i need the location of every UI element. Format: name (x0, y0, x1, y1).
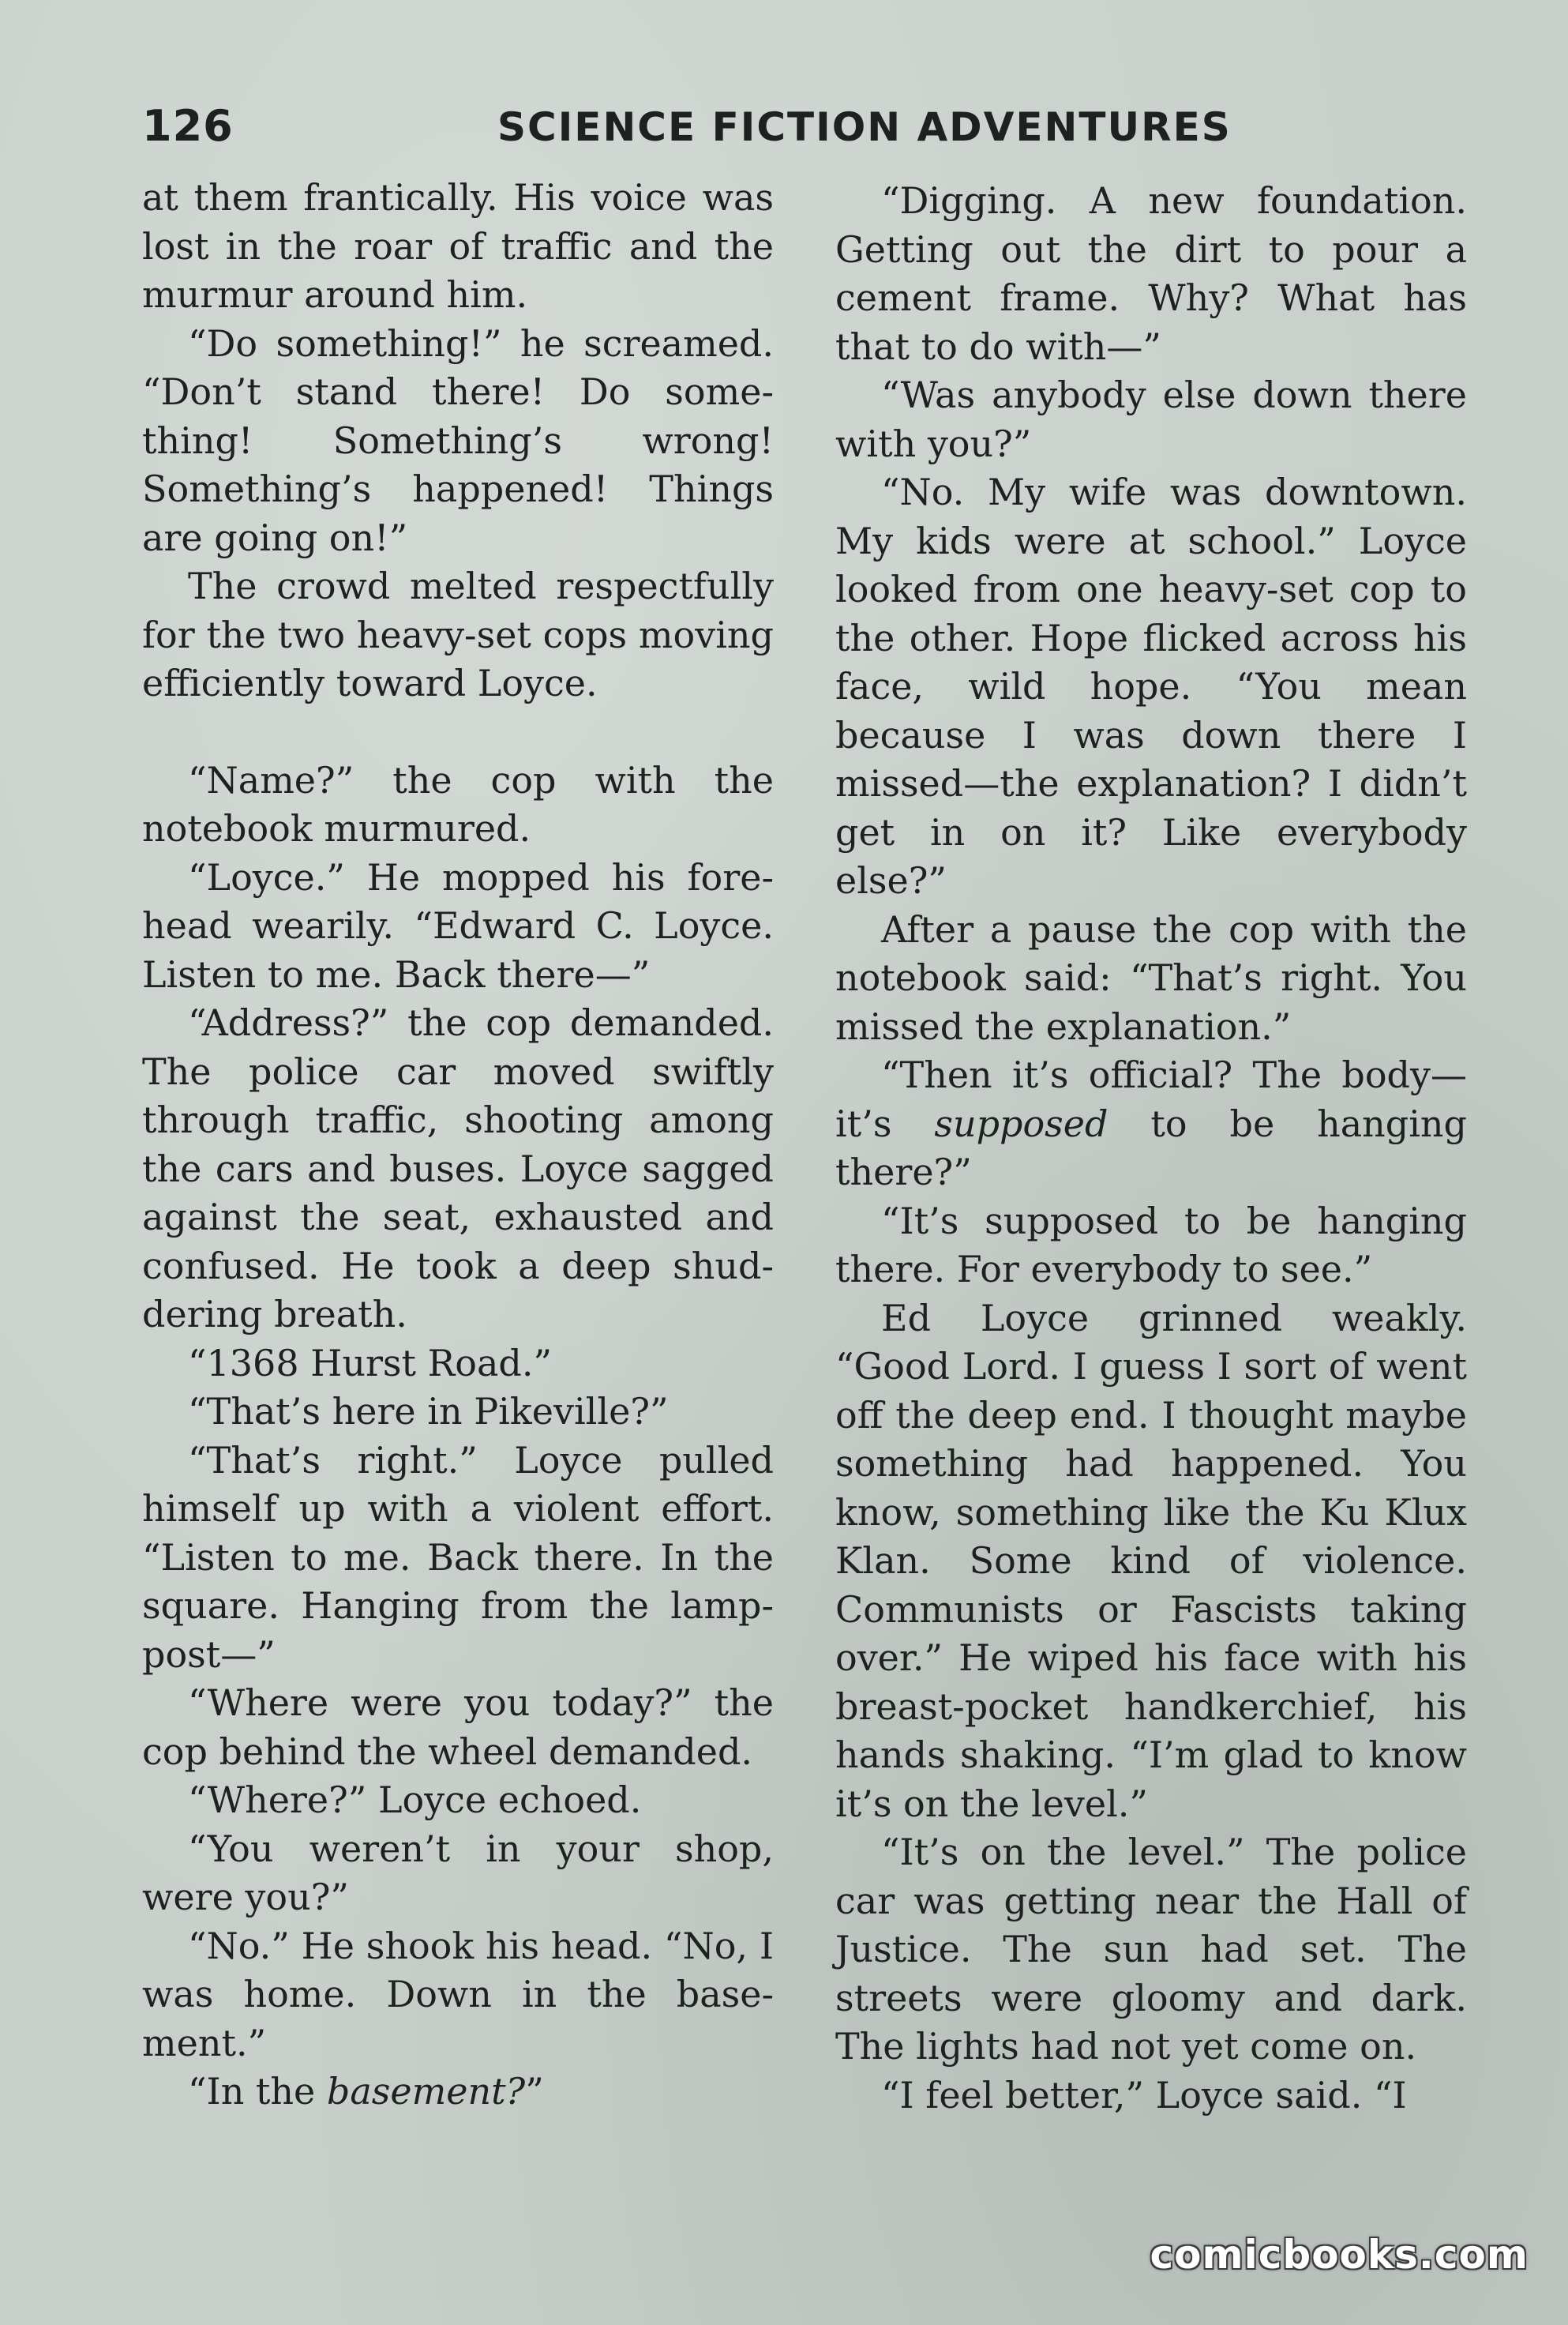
section-break (142, 708, 774, 757)
paragraph: Ed Loyce grinned weakly. “Good Lord. I guess I sort of went off the deep end. I thought maybe something had happened. You know, something like the Ku Klux Klan. Some kind of violence. Communists or Fascists taking over.” He wiped his face with his breast-pocket handkerchief, his hands shaking. “I’m glad to know it’s on the level.” (835, 1296, 1467, 1825)
emphasized-text: supposed (934, 1102, 1108, 1145)
paragraph: “Where were you today?” the cop behind the wheel demanded. (142, 1681, 774, 1773)
text-run: “In the (188, 2070, 327, 2113)
paragraph: “That’s right.” Loyce pulled himself up with a violent effort. “Listen to me. Back there. In the square. Hanging from the lamppost—” (142, 1438, 774, 1676)
paragraph: “No. My wife was downtown. My kids were at school.” Loyce looked from one heavy-set cop to the other. Hope flicked across his face, wild hope. “You mean because I was down there I missed—the explanation? I didn’t get in on it? Like everybody else?” (835, 471, 1467, 902)
text-run: ” (525, 2070, 544, 2113)
paragraph: at them frantically. His voice was lost in the roar of traffic and the murmur around him. (142, 176, 774, 316)
paragraph (835, 1051, 1467, 1197)
paragraph: The crowd melted respectfully for the two heavy-set cops moving efficiently toward Loyce. (142, 565, 774, 704)
paragraph: “Name?” the cop with the notebook murmured. (142, 758, 774, 850)
page-header (142, 101, 1437, 164)
left-text-column (142, 174, 774, 2117)
paragraph: “It’s on the level.” The police car was getting near the Hall of Justice. The sun had set. The streets were gloomy and dark. The lights had not yet come on. (835, 1831, 1467, 2068)
paragraph: “Digging. A new foundation. Getting out the dirt to pour a cement frame. Why? What has that to do with—” (835, 179, 1467, 368)
text-run: to be hanging there?” (835, 1102, 1467, 1193)
paragraph (142, 2068, 774, 2117)
running-title: SCIENCE FICTION ADVENTURES (497, 104, 1232, 150)
paragraph: “Where?” Loyce echoed. (188, 1778, 642, 1821)
paragraph: “1368 Hurst Road.” (188, 1341, 552, 1384)
paragraph: “No.” He shook his head. “No, I was home. Down in the basement.” (142, 1924, 774, 2064)
right-text-column (835, 177, 1467, 2120)
paragraph: “Loyce.” He mopped his forehead wearily. “Edward C. Loyce. Listen to me. Back there—” (142, 855, 774, 996)
paragraph: “It’s supposed to be hanging there. For everybody to see.” (835, 1199, 1467, 1290)
paragraph: “You weren’t in your shop, were you?” (142, 1827, 774, 1918)
paragraph: “I feel better,” Loyce said. “I (881, 2073, 1407, 2117)
paragraph: “That’s here in Pikeville?” (188, 1390, 669, 1433)
paragraph: “Do something!” he screamed. “Don’t stand there! Do something! Something’s wrong! Something’s happened! Things are going on!” (142, 321, 774, 559)
page-number: 126 (142, 101, 234, 151)
watermark-text: comicbooks.com (1150, 2232, 1529, 2278)
paragraph: After a pause the cop with the notebook said: “That’s right. You missed the explanation.” (835, 907, 1467, 1048)
paragraph: “Address?” the cop demanded. The police car moved swiftly through traffic, shooting among the cars and buses. Loyce sagged against the seat, exhausted and confused. He took a deep shuddering breath. (142, 1001, 774, 1335)
paragraph: “Was anybody else down there with you?” (835, 374, 1467, 465)
text-run: “Then it’s official? The body—it’s (835, 1054, 1467, 1145)
emphasized-text: basement? (326, 2070, 526, 2113)
